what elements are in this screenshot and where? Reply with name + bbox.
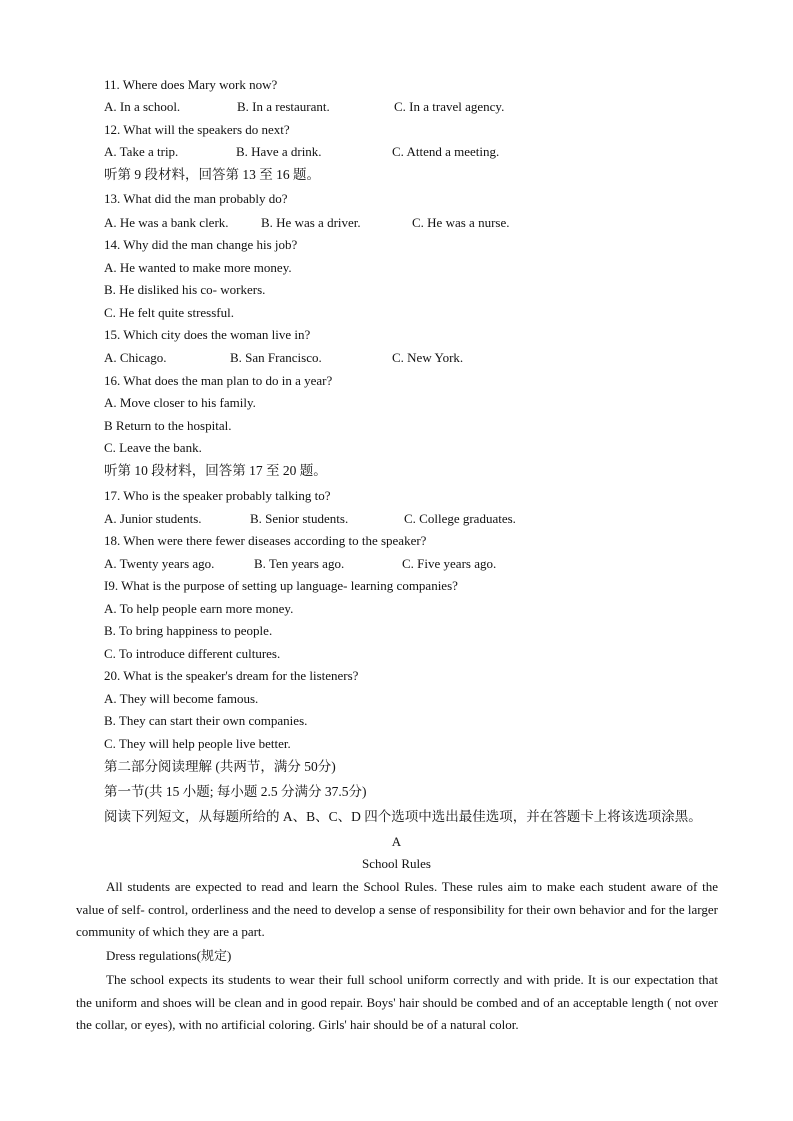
question-19: I9. What is the purpose of setting up language- learning companies? bbox=[104, 578, 458, 593]
question-18: 18. When were there fewer diseases according to the speaker? bbox=[104, 533, 427, 548]
question-11: 11. Where does Mary work now? bbox=[104, 77, 278, 92]
option-c: C. Attend a meeting. bbox=[392, 144, 500, 159]
option-c: C. He was a nurse. bbox=[412, 215, 510, 230]
option-a: A. Take a trip. bbox=[104, 144, 179, 159]
option-a: A. Move closer to his family. bbox=[104, 395, 256, 410]
option-a: A. To help people earn more money. bbox=[104, 601, 294, 616]
option-c: C. College graduates. bbox=[404, 511, 516, 526]
option-b: B. He was a driver. bbox=[261, 215, 361, 230]
question-12: 12. What will the speakers do next? bbox=[104, 122, 290, 137]
option-c: C. Five years ago. bbox=[402, 556, 497, 571]
reading-part-title: 第二部分阅读理解 (共两节，满分 50分) bbox=[104, 759, 336, 774]
option-b: B. In a restaurant. bbox=[237, 99, 330, 114]
option-c: C. To introduce different cultures. bbox=[104, 646, 281, 661]
question-16: 16. What does the man plan to do in a year? bbox=[104, 373, 333, 388]
option-b: B. San Francisco. bbox=[230, 350, 322, 365]
passage-paragraph-2: The school expects its students to wear their full school uniform correctly and with pride. It is our expectation that the uniform and shoes will be clean and in good repair. Boys' hair should be combed and of an acceptable length ( not over the collar, or eyes), with no artificial coloring. Girls' hair should be of a natural color. bbox=[76, 972, 718, 1033]
option-a: A. In a school. bbox=[104, 99, 181, 114]
option-b: B. Ten years ago. bbox=[254, 556, 345, 571]
reading-instructions: 阅读下列短文，从每题所给的 A、B、C、D 四个选项中选出最佳选项，并在答题卡上将该选项涂黑。 bbox=[104, 809, 702, 824]
option-b: B. They can start their own companies. bbox=[104, 713, 308, 728]
option-a: A. He wanted to make more money. bbox=[104, 260, 292, 275]
option-a: A. Junior students. bbox=[104, 511, 202, 526]
option-b: B. Have a drink. bbox=[236, 144, 322, 159]
question-20: 20. What is the speaker's dream for the listeners? bbox=[104, 668, 359, 683]
option-a: A. Chicago. bbox=[104, 350, 167, 365]
listening-section-9-heading: 听第 9 段材料，回答第 13 至 16 题。 bbox=[104, 167, 320, 182]
option-c: C. Leave the bank. bbox=[104, 440, 202, 455]
question-15: 15. Which city does the woman live in? bbox=[104, 327, 311, 342]
option-b: B. Senior students. bbox=[250, 511, 349, 526]
option-a: A. They will become famous. bbox=[104, 691, 259, 706]
passage-paragraph-1: All students are expected to read and learn the School Rules. These rules aim to make each student aware of the value of self- control, orderliness and the need to develop a sense of responsibility for their own behavior and for the larger community of which they are a part. bbox=[76, 879, 718, 940]
option-c: C. In a travel agency. bbox=[394, 99, 505, 114]
option-b: B. To bring happiness to people. bbox=[104, 623, 273, 638]
option-c: C. They will help people live better. bbox=[104, 736, 291, 751]
option-b: B. He disliked his co- workers. bbox=[104, 282, 266, 297]
question-13: 13. What did the man probably do? bbox=[104, 191, 288, 206]
passage-letter: A bbox=[391, 834, 402, 849]
reading-section-1-heading: 第一节(共 15 小题; 每小题 2.5 分满分 37.5分) bbox=[104, 784, 367, 799]
option-b: B Return to the hospital. bbox=[104, 418, 232, 433]
option-a: A. Twenty years ago. bbox=[104, 556, 215, 571]
question-17: 17. Who is the speaker probably talking to? bbox=[104, 488, 331, 503]
question-14: 14. Why did the man change his job? bbox=[104, 237, 298, 252]
option-c: C. New York. bbox=[392, 350, 464, 365]
passage-title: School Rules bbox=[362, 856, 431, 871]
option-c: C. He felt quite stressful. bbox=[104, 305, 234, 320]
dress-regulations-subheading: Dress regulations(规定) bbox=[106, 948, 232, 963]
option-a: A. He was a bank clerk. bbox=[104, 215, 229, 230]
listening-section-10-heading: 听第 10 段材料，回答第 17 至 20 题。 bbox=[104, 463, 327, 478]
